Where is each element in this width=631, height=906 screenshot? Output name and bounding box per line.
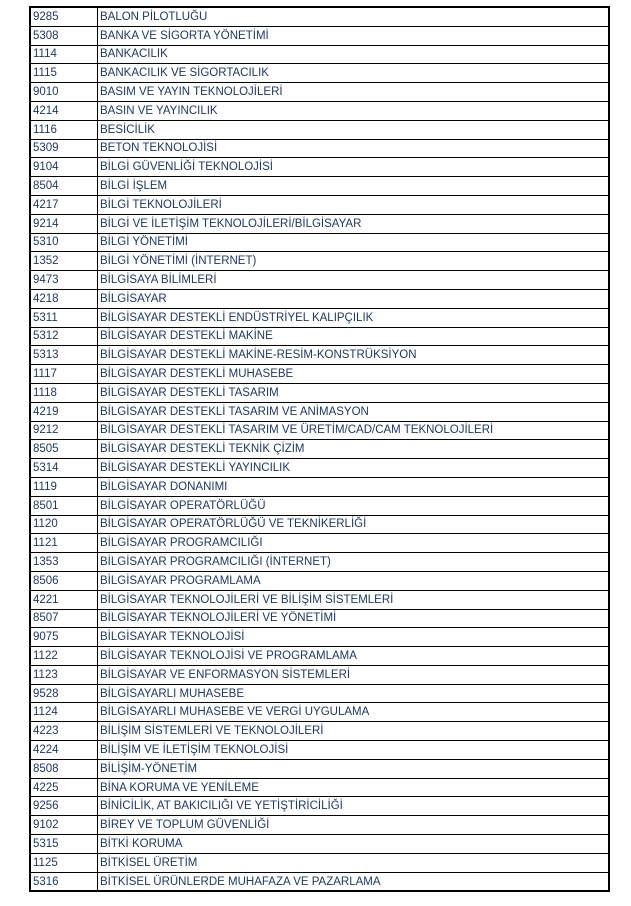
- table-row: [30, 722, 609, 741]
- program-code-cell: 4225: [30, 778, 98, 797]
- program-name-cell: BİLGİSAYAR DESTEKLİ MAKİNE-RESİM-KONSTRÜKSİYON: [98, 346, 610, 365]
- program-name-cell: BİTKİ KORUMA: [98, 835, 610, 854]
- program-code-cell: 5316: [30, 872, 98, 891]
- program-code-cell: 8506: [30, 571, 98, 590]
- table-row: [30, 571, 609, 590]
- program-code-cell: 5308: [30, 26, 98, 45]
- table-row: [30, 515, 609, 534]
- program-name-cell: BİLGİSAYAR PROGRAMLAMA: [98, 571, 610, 590]
- program-code-cell: 4224: [30, 741, 98, 760]
- table-row: [30, 778, 609, 797]
- table-row: [30, 853, 609, 872]
- table-row: [30, 703, 609, 722]
- program-code-cell: 9528: [30, 684, 98, 703]
- table-row: [30, 139, 609, 158]
- program-name-cell: BİLGİSAYAR DESTEKLİ MAKİNE: [98, 327, 610, 346]
- table-row: [30, 440, 609, 459]
- program-code-cell: 4217: [30, 195, 98, 214]
- table-row: [30, 835, 609, 854]
- program-name-cell: BİLGİSAYAR PROGRAMCILIĞI: [98, 534, 610, 553]
- table-row: [30, 534, 609, 553]
- table-row: [30, 647, 609, 666]
- program-name-cell: BETON TEKNOLOJİSİ: [98, 139, 610, 158]
- table-body: [30, 7, 609, 891]
- table-row: [30, 195, 609, 214]
- program-code-cell: 5312: [30, 327, 98, 346]
- program-name-cell: BİLGİSAYARLI MUHASEBE VE VERGİ UYGULAMA: [98, 703, 610, 722]
- program-code-cell: 1117: [30, 365, 98, 384]
- program-code-cell: 1114: [30, 45, 98, 64]
- program-name-cell: BİLGİSAYAR TEKNOLOJİSİ VE PROGRAMLAMA: [98, 647, 610, 666]
- program-name-cell: BİTKİSEL ÜRÜNLERDE MUHAFAZA VE PAZARLAMA: [98, 872, 610, 891]
- table-row: [30, 327, 609, 346]
- table-row: [30, 289, 609, 308]
- program-code-cell: 4218: [30, 289, 98, 308]
- table-row: [30, 665, 609, 684]
- program-code-cell: 1124: [30, 703, 98, 722]
- program-name-cell: BİLGİ VE İLETİŞİM TEKNOLOJİLERİ/BİLGİSAYAR: [98, 214, 610, 233]
- program-name-cell: BİREY VE TOPLUM GÜVENLİĞİ: [98, 816, 610, 835]
- program-code-cell: 1123: [30, 665, 98, 684]
- program-code-cell: 1119: [30, 477, 98, 496]
- program-code-cell: 1352: [30, 252, 98, 271]
- program-code-cell: 4219: [30, 402, 98, 421]
- table-row: [30, 214, 609, 233]
- program-name-cell: BASIM VE YAYIN TEKNOLOJİLERİ: [98, 83, 610, 102]
- program-name-cell: BANKACILIK: [98, 45, 610, 64]
- program-code-cell: 1116: [30, 120, 98, 139]
- program-code-cell: 8507: [30, 609, 98, 628]
- program-name-cell: BİLGİSAYAR DESTEKLİ MUHASEBE: [98, 365, 610, 384]
- program-code-cell: 9212: [30, 421, 98, 440]
- program-code-cell: 1122: [30, 647, 98, 666]
- program-code-cell: 5311: [30, 308, 98, 327]
- table-row: [30, 233, 609, 252]
- program-code-cell: 8508: [30, 759, 98, 778]
- program-code-cell: 5313: [30, 346, 98, 365]
- program-name-cell: BİLGİSAYAR DESTEKLİ TEKNİK ÇİZİM: [98, 440, 610, 459]
- table-row: [30, 26, 609, 45]
- program-code-table: [29, 6, 610, 892]
- program-code-cell: 4223: [30, 722, 98, 741]
- table-row: [30, 797, 609, 816]
- table-row: [30, 421, 609, 440]
- table-row: [30, 365, 609, 384]
- table-row: [30, 177, 609, 196]
- program-name-cell: BİLGİSAYA BİLİMLERİ: [98, 271, 610, 290]
- program-name-cell: BİLGİSAYAR TEKNOLOJİSİ: [98, 628, 610, 647]
- table-row: [30, 346, 609, 365]
- program-code-cell: 1115: [30, 64, 98, 83]
- program-code-cell: 9075: [30, 628, 98, 647]
- program-code-cell: 8505: [30, 440, 98, 459]
- table-row: [30, 684, 609, 703]
- table-row: [30, 477, 609, 496]
- program-code-cell: 5315: [30, 835, 98, 854]
- program-name-cell: BANKACILIK VE SİGORTACILIK: [98, 64, 610, 83]
- program-code-cell: 1121: [30, 534, 98, 553]
- program-code-cell: 9214: [30, 214, 98, 233]
- program-code-cell: 5314: [30, 459, 98, 478]
- program-name-cell: BİLGİ İŞLEM: [98, 177, 610, 196]
- program-code-cell: 1120: [30, 515, 98, 534]
- program-name-cell: BİLİŞİM-YÖNETİM: [98, 759, 610, 778]
- program-name-cell: BALON PİLOTLUĞU: [98, 7, 610, 26]
- program-code-cell: 5310: [30, 233, 98, 252]
- program-name-cell: BİTKİSEL ÜRETİM: [98, 853, 610, 872]
- program-name-cell: BİLGİSAYAR OPERATÖRLÜĞÜ: [98, 496, 610, 515]
- program-name-cell: BİLGİSAYAR OPERATÖRLÜĞÜ VE TEKNİKERLİĞİ: [98, 515, 610, 534]
- program-code-cell: 9104: [30, 158, 98, 177]
- program-name-cell: BİLİŞİM SİSTEMLERİ VE TEKNOLOJİLERİ: [98, 722, 610, 741]
- program-name-cell: BANKA VE SİGORTA YÖNETİMİ: [98, 26, 610, 45]
- program-name-cell: BİLGİSAYAR DONANIMI: [98, 477, 610, 496]
- table-row: [30, 252, 609, 271]
- program-name-cell: BİNİCİLİK, AT BAKICILIĞI VE YETİŞTİRİCİLİĞİ: [98, 797, 610, 816]
- program-name-cell: BİLGİSAYAR TEKNOLOJİLERİ VE BİLİŞİM SİSTEMLERİ: [98, 590, 610, 609]
- table-row: [30, 83, 609, 102]
- table-row: [30, 383, 609, 402]
- table-row: [30, 7, 609, 26]
- program-name-cell: BİNA KORUMA VE YENİLEME: [98, 778, 610, 797]
- program-code-cell: 4221: [30, 590, 98, 609]
- program-name-cell: BİLGİSAYAR VE ENFORMASYON SİSTEMLERİ: [98, 665, 610, 684]
- table-row: [30, 553, 609, 572]
- program-name-cell: BİLGİ YÖNETİMİ: [98, 233, 610, 252]
- table-row: [30, 590, 609, 609]
- table-row: [30, 158, 609, 177]
- program-name-cell: BİLGİSAYAR DESTEKLİ TASARIM VE ANİMASYON: [98, 402, 610, 421]
- program-name-cell: BİLGİ YÖNETİMİ (İNTERNET): [98, 252, 610, 271]
- program-name-cell: BİLGİSAYAR DESTEKLİ YAYINCILIK: [98, 459, 610, 478]
- program-name-cell: BİLGİSAYAR: [98, 289, 610, 308]
- program-name-cell: BESİCİLİK: [98, 120, 610, 139]
- program-code-cell: 9102: [30, 816, 98, 835]
- program-name-cell: BİLGİSAYAR DESTEKLİ ENDÜSTRİYEL KALIPÇILIK: [98, 308, 610, 327]
- program-code-cell: 9256: [30, 797, 98, 816]
- program-name-cell: BİLİŞİM VE İLETİŞİM TEKNOLOJİSİ: [98, 741, 610, 760]
- program-code-cell: 9285: [30, 7, 98, 26]
- program-name-cell: BİLGİ GÜVENLİĞİ TEKNOLOJİSİ: [98, 158, 610, 177]
- program-code-cell: 9473: [30, 271, 98, 290]
- table-row: [30, 759, 609, 778]
- table-row: [30, 459, 609, 478]
- table-row: [30, 64, 609, 83]
- table-row: [30, 101, 609, 120]
- program-name-cell: BİLGİSAYAR DESTEKLİ TASARIM: [98, 383, 610, 402]
- program-code-cell: 4214: [30, 101, 98, 120]
- program-code-cell: 5309: [30, 139, 98, 158]
- program-code-cell: 1353: [30, 553, 98, 572]
- program-name-cell: BASIN VE YAYINCILIK: [98, 101, 610, 120]
- program-code-cell: 1125: [30, 853, 98, 872]
- program-name-cell: BİLGİ TEKNOLOJİLERİ: [98, 195, 610, 214]
- program-name-cell: BİLGİSAYARLI MUHASEBE: [98, 684, 610, 703]
- table-row: [30, 609, 609, 628]
- program-name-cell: BİLGİSAYAR DESTEKLİ TASARIM VE ÜRETİM/CAD/CAM TEKNOLOJİLERİ: [98, 421, 610, 440]
- table-row: [30, 741, 609, 760]
- table-row: [30, 120, 609, 139]
- table-row: [30, 872, 609, 891]
- table-row: [30, 45, 609, 64]
- table-row: [30, 496, 609, 515]
- program-name-cell: BİLGİSAYAR PROGRAMCILIĞI (İNTERNET): [98, 553, 610, 572]
- program-code-cell: 8501: [30, 496, 98, 515]
- table-row: [30, 271, 609, 290]
- program-code-cell: 8504: [30, 177, 98, 196]
- table-row: [30, 308, 609, 327]
- program-name-cell: BİLGİSAYAR TEKNOLOJİLERİ VE YÖNETİMİ: [98, 609, 610, 628]
- table-row: [30, 816, 609, 835]
- table-row: [30, 402, 609, 421]
- program-code-cell: 9010: [30, 83, 98, 102]
- program-code-cell: 1118: [30, 383, 98, 402]
- table-row: [30, 628, 609, 647]
